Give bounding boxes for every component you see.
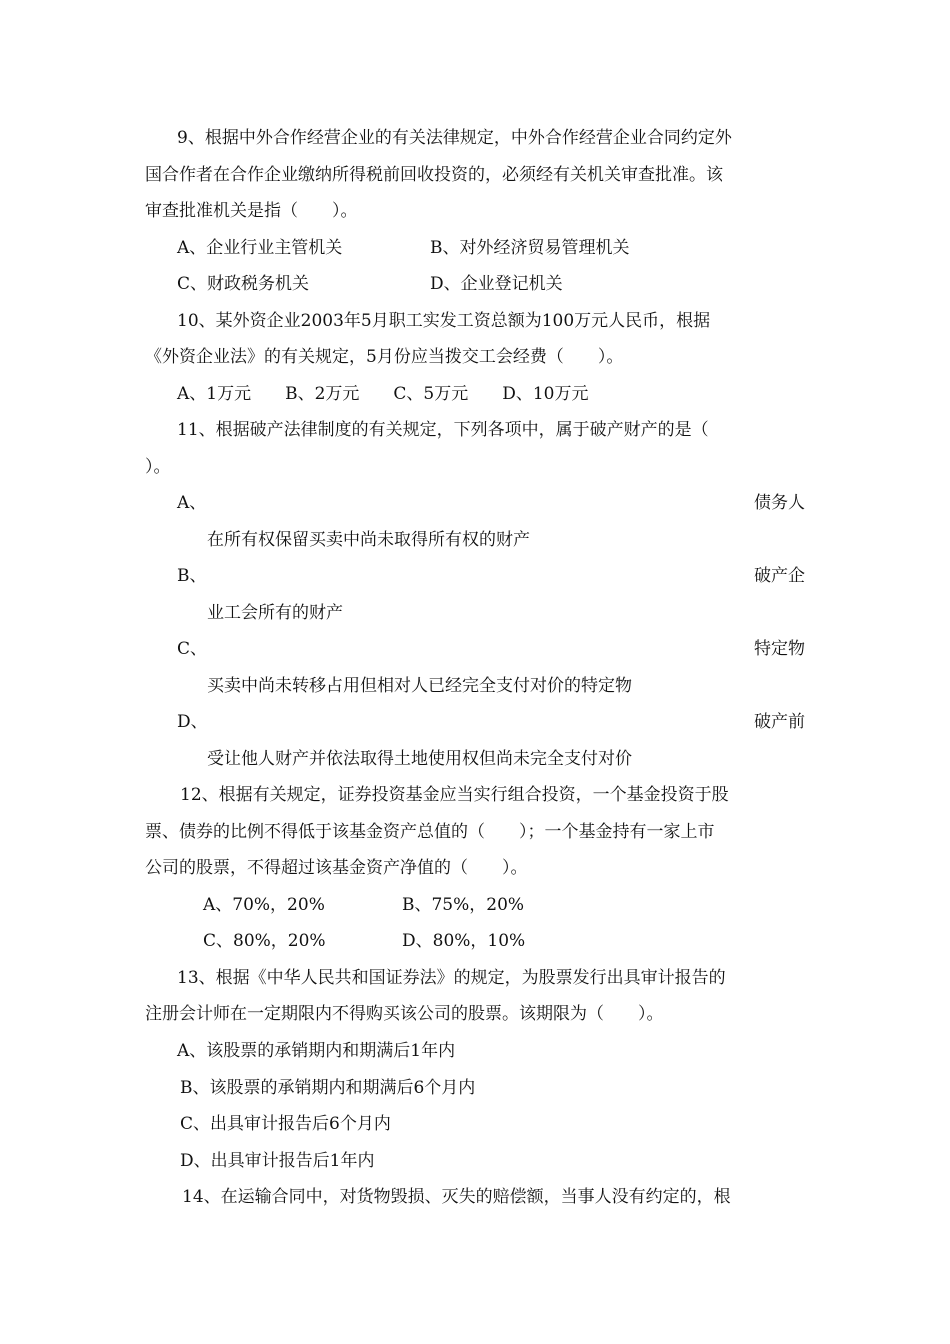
- option-c: [177, 638, 805, 660]
- option-text: 业工会所有的财产: [207, 603, 343, 623]
- option-text: 特定物: [754, 639, 805, 659]
- question-text: 13、根据《中华人民共和国证券法》的规定，为股票发行出具审计报告的: [177, 968, 726, 988]
- option-text: 在所有权保留买卖中尚未取得所有权的财产: [207, 530, 530, 550]
- option-d: D、80%，10%: [402, 931, 526, 951]
- option-c: C、财政税务机关: [177, 274, 310, 294]
- question-text: 14、在运输合同中，对货物毁损、灭失的赔偿额，当事人没有约定的，根: [182, 1187, 731, 1207]
- question-text: 注册会计师在一定期限内不得购买该公司的股票。该期限为（ ）。: [145, 1004, 664, 1024]
- option-d: D、出具审计报告后1年内: [180, 1151, 375, 1171]
- option-a: [177, 492, 805, 514]
- option-text: 买卖中尚未转移占用但相对人已经完全支付对价的特定物: [207, 676, 632, 696]
- option-b: [177, 565, 805, 587]
- option-text: 破产前: [754, 712, 805, 732]
- option-d: D、企业登记机关: [430, 274, 563, 294]
- question-text: 审查批准机关是指（ ）。: [145, 201, 358, 221]
- option-a: A、该股票的承销期内和期满后1年内: [177, 1041, 456, 1061]
- option-letter: D、: [177, 712, 208, 732]
- option-letter: A、: [177, 493, 207, 513]
- options-line: A、1万元 B、2万元 C、5万元 D、10万元: [177, 384, 589, 404]
- option-b: B、该股票的承销期内和期满后6个月内: [180, 1078, 476, 1098]
- option-text: 破产企: [754, 566, 805, 586]
- question-text: ）。: [145, 457, 171, 477]
- option-b: B、75%，20%: [402, 895, 525, 915]
- question-text: 《外资企业法》的有关规定，5月份应当拨交工会经费（ ）。: [145, 347, 624, 367]
- option-c: C、出具审计报告后6个月内: [180, 1114, 391, 1134]
- option-a: A、企业行业主管机关: [177, 238, 343, 258]
- option-c: C、80%，20%: [203, 931, 326, 951]
- option-d: [177, 711, 805, 733]
- question-text: 11、根据破产法律制度的有关规定，下列各项中，属于破产财产的是（: [177, 420, 709, 440]
- question-text: 票、债券的比例不得低于该基金资产总值的（ ）；一个基金持有一家上市: [145, 822, 715, 842]
- question-text: 10、某外资企业2003年5月职工实发工资总额为100万元人民币，根据: [177, 311, 711, 331]
- option-letter: C、: [177, 639, 208, 659]
- option-text: 债务人: [754, 493, 805, 513]
- option-a: A、70%，20%: [203, 895, 325, 915]
- option-text: 受让他人财产并依法取得土地使用权但尚未完全支付对价: [207, 749, 632, 769]
- question-text: 9、根据中外合作经营企业的有关法律规定，中外合作经营企业合同约定外: [177, 128, 732, 148]
- question-text: 国合作者在合作企业缴纳所得税前回收投资的，必须经有关机关审查批准。该: [145, 165, 723, 185]
- option-letter: B、: [177, 566, 207, 586]
- question-text: 公司的股票，不得超过该基金资产净值的（ ）。: [145, 858, 528, 878]
- question-text: 12、根据有关规定，证券投资基金应当实行组合投资，一个基金投资于股: [180, 785, 729, 805]
- option-b: B、对外经济贸易管理机关: [430, 238, 630, 258]
